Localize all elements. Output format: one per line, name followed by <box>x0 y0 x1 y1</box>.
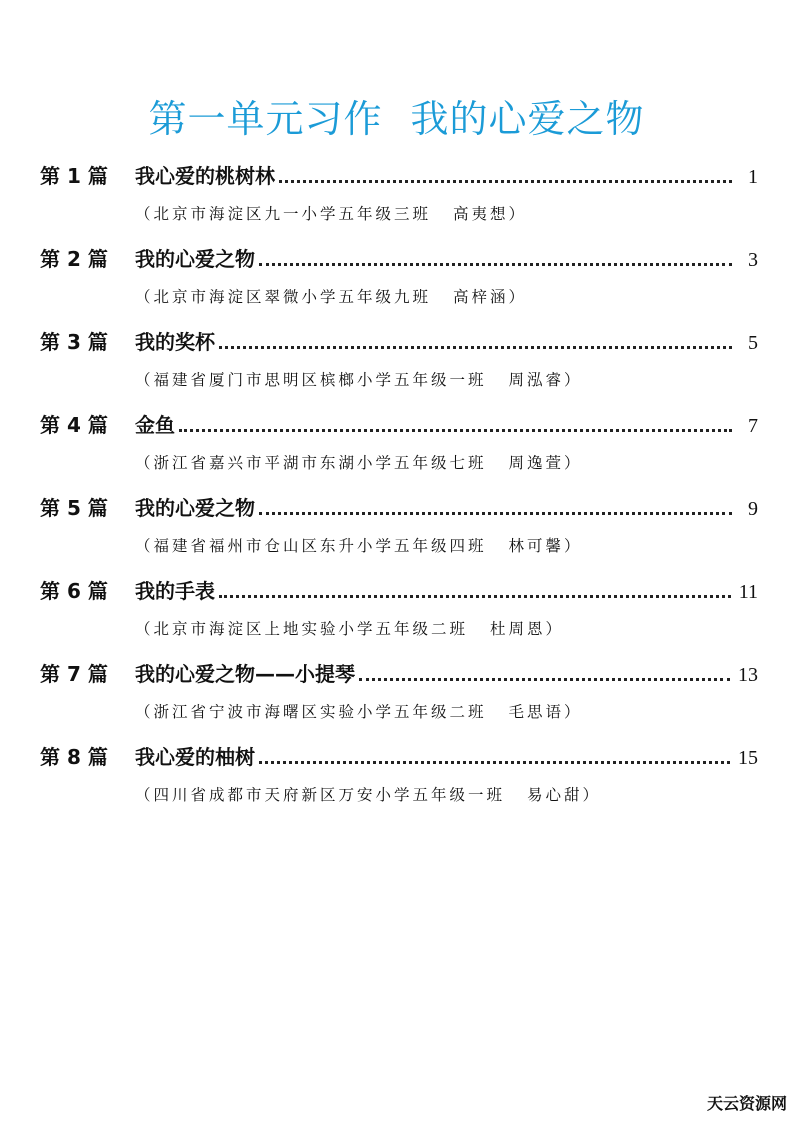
entry-number: 第 1 篇 <box>40 164 108 188</box>
page-number: 15 <box>738 747 758 769</box>
school: （浙江省嘉兴市平湖市东湖小学五年级七班 <box>135 454 487 472</box>
page-title <box>0 88 793 143</box>
page-number: 5 <box>748 332 758 354</box>
entry-number: 第 4 篇 <box>40 413 108 437</box>
entry-title[interactable]: 我的心爱之物 <box>135 247 255 271</box>
topic-title: 我的心爱之物 <box>410 97 645 141</box>
author: 高梓涵） <box>453 288 528 306</box>
entry-byline <box>135 451 758 473</box>
author: 周泓睿） <box>508 371 583 389</box>
page-number: 7 <box>748 415 758 437</box>
entry-number: 第 7 篇 <box>40 662 108 686</box>
page-number: 1 <box>748 166 758 188</box>
entry-byline <box>135 700 758 722</box>
school: （四川省成都市天府新区万安小学五年级一班 <box>135 786 506 804</box>
entry-title[interactable]: 我的手表 <box>135 579 215 603</box>
entry-byline <box>135 368 758 390</box>
author: 高夷想） <box>453 205 528 223</box>
toc-entry[interactable] <box>40 575 758 658</box>
dot-leader <box>259 761 730 764</box>
toc-row[interactable] <box>40 741 758 775</box>
school: （浙江省宁波市海曙区实验小学五年级二班 <box>135 703 487 721</box>
toc-row[interactable] <box>40 243 758 277</box>
toc-entry[interactable] <box>40 741 758 824</box>
page-number: 13 <box>738 664 758 686</box>
toc-entry[interactable] <box>40 160 758 243</box>
entry-byline <box>135 202 758 224</box>
entry-number: 第 5 篇 <box>40 496 108 520</box>
toc-entry[interactable] <box>40 326 758 409</box>
author: 易心甜） <box>527 786 602 804</box>
toc-row[interactable] <box>40 160 758 194</box>
toc-entry[interactable] <box>40 409 758 492</box>
toc-row[interactable] <box>40 575 758 609</box>
dot-leader <box>359 678 730 681</box>
entry-byline <box>135 285 758 307</box>
author: 毛思语） <box>508 703 583 721</box>
entry-title[interactable]: 我的心爱之物 <box>135 496 255 520</box>
dot-leader <box>259 263 732 266</box>
toc-row[interactable] <box>40 409 758 443</box>
toc-row[interactable] <box>40 326 758 360</box>
school: （北京市海淀区九一小学五年级三班 <box>135 205 432 223</box>
page-number: 9 <box>748 498 758 520</box>
school: （福建省厦门市思明区槟榔小学五年级一班 <box>135 371 487 389</box>
dot-leader <box>179 429 732 432</box>
toc-entry[interactable] <box>40 658 758 741</box>
school: （北京市海淀区上地实验小学五年级二班 <box>135 620 469 638</box>
dot-leader <box>219 346 732 349</box>
entry-byline <box>135 534 758 556</box>
dot-leader <box>219 595 731 598</box>
entry-byline <box>135 617 758 639</box>
entry-number: 第 8 篇 <box>40 745 108 769</box>
watermark: 天云资源网 <box>706 1094 787 1113</box>
entry-title[interactable]: 我心爱的桃树林 <box>135 164 275 188</box>
entry-title[interactable]: 金鱼 <box>135 413 175 437</box>
entry-number: 第 3 篇 <box>40 330 108 354</box>
entry-byline <box>135 783 758 805</box>
author: 杜周恩） <box>490 620 565 638</box>
dot-leader <box>279 180 732 183</box>
school: （福建省福州市仓山区东升小学五年级四班 <box>135 537 487 555</box>
entry-title[interactable]: 我心爱的柚树 <box>135 745 255 769</box>
author: 周逸萱） <box>508 454 583 472</box>
toc-entry[interactable] <box>40 492 758 575</box>
school: （北京市海淀区翠微小学五年级九班 <box>135 288 432 306</box>
unit-title: 第一单元习作 <box>148 97 383 141</box>
entry-number: 第 6 篇 <box>40 579 108 603</box>
toc-row[interactable] <box>40 658 758 692</box>
page-number: 3 <box>748 249 758 271</box>
entry-title[interactable]: 我的心爱之物——小提琴 <box>135 662 355 686</box>
entry-title[interactable]: 我的奖杯 <box>135 330 215 354</box>
toc-entry[interactable] <box>40 243 758 326</box>
page-number: 11 <box>738 581 758 603</box>
entry-number: 第 2 篇 <box>40 247 108 271</box>
toc-row[interactable] <box>40 492 758 526</box>
dot-leader <box>259 512 732 515</box>
table-of-contents <box>40 160 758 824</box>
author: 林可馨） <box>508 537 583 555</box>
